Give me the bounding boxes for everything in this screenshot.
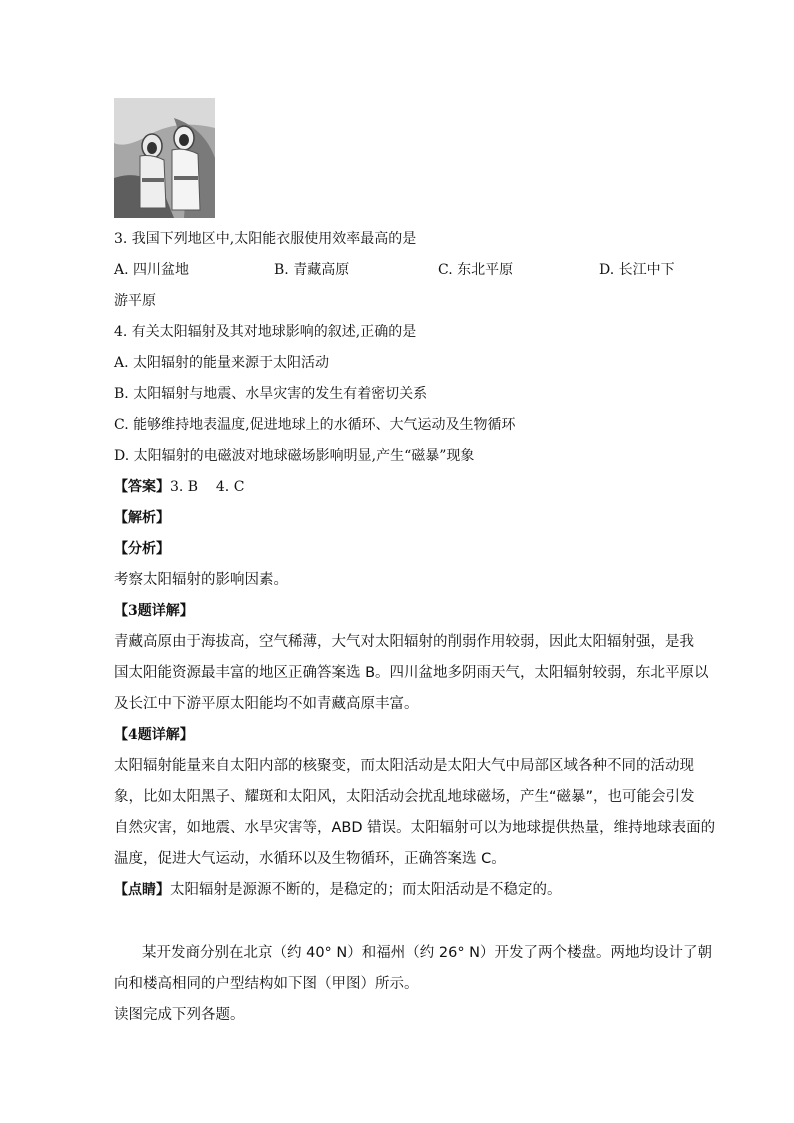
dianjing-text: 太阳辐射是源源不断的，是稳定的；而太阳活动是不稳定的。 [170, 882, 562, 898]
question-3-stem: 3. 我国下列地区中,太阳能衣服使用效率最高的是 [114, 231, 417, 247]
q4-option-b: B. 太阳辐射与地震、水旱灾害的发生有着密切关系 [114, 386, 428, 402]
question-photo [114, 98, 215, 218]
detail-4-line-2: 象，比如太阳黑子、耀斑和太阳风，太阳活动会扰乱地球磁场，产生“磁暴”，也可能会引发 [114, 789, 695, 805]
dianjing-tag: 【点睛】 [114, 882, 170, 898]
answer-row [114, 478, 244, 496]
q3-option-c: C. 东北平原 [438, 262, 514, 278]
q4-option-c: C. 能够维持地表温度,促进地球上的水循环、大气运动及生物循环 [114, 417, 516, 433]
dianjing-row [114, 881, 562, 899]
q4-option-d: D. 太阳辐射的电磁波对地球磁场影响明显,产生“磁暴”现象 [114, 448, 475, 464]
q3-option-d: D. 长江中下 [599, 262, 675, 278]
detail-4-line-3: 自然灾害，如地震、水旱灾害等，ABD 错误。太阳辐射可以为地球提供热量，维持地球表面的 [114, 820, 716, 836]
detail-3-line-3: 及长江中下游平原太阳能均不如青藏高原丰富。 [114, 696, 419, 712]
q3-option-d-wrap: 游平原 [114, 293, 156, 309]
answer-tag: 【答案】 [114, 479, 170, 495]
people-in-solar-clothes-image [114, 98, 215, 218]
q4-option-a: A. 太阳辐射的能量来源于太阳活动 [114, 355, 330, 371]
fenxi-text: 考察太阳辐射的影响因素。 [114, 572, 288, 588]
passage-line-2: 向和楼高相同的户型结构如下图（甲图）所示。 [114, 976, 419, 992]
detail-4-line-4: 温度，促进大气运动，水循环以及生物循环，正确答案选 C。 [114, 851, 506, 867]
passage-line-1: 某开发商分别在北京（约 40° N）和福州（约 26° N）开发了两个楼盘。两地均设计了朝 [142, 945, 713, 961]
detail-3-line-2: 国太阳能资源最丰富的地区正确答案选 B。四川盆地多阴雨天气，太阳辐射较弱，东北平原以 [114, 665, 709, 681]
question-4-stem: 4. 有关太阳辐射及其对地球影响的叙述,正确的是 [114, 324, 417, 340]
detail-3-line-1: 青藏高原由于海拔高，空气稀薄，大气对太阳辐射的削弱作用较弱，因此太阳辐射强，是我 [114, 634, 694, 650]
detail-4-line-1: 太阳辐射能量来自太阳内部的核聚变，而太阳活动是太阳大气中局部区域各种不同的活动现 [114, 758, 694, 774]
passage-line-3: 读图完成下列各题。 [114, 1007, 245, 1023]
detail-4-heading: 【4题详解】 [114, 727, 194, 743]
q3-option-a: A. 四川盆地 [114, 262, 190, 278]
fenxi-heading: 【分析】 [114, 541, 170, 557]
answer-text: 3. B 4. C [170, 479, 245, 495]
q3-option-b: B. 青藏高原 [274, 262, 350, 278]
detail-3-heading: 【3题详解】 [114, 603, 194, 619]
analysis-heading: 【解析】 [114, 510, 170, 526]
